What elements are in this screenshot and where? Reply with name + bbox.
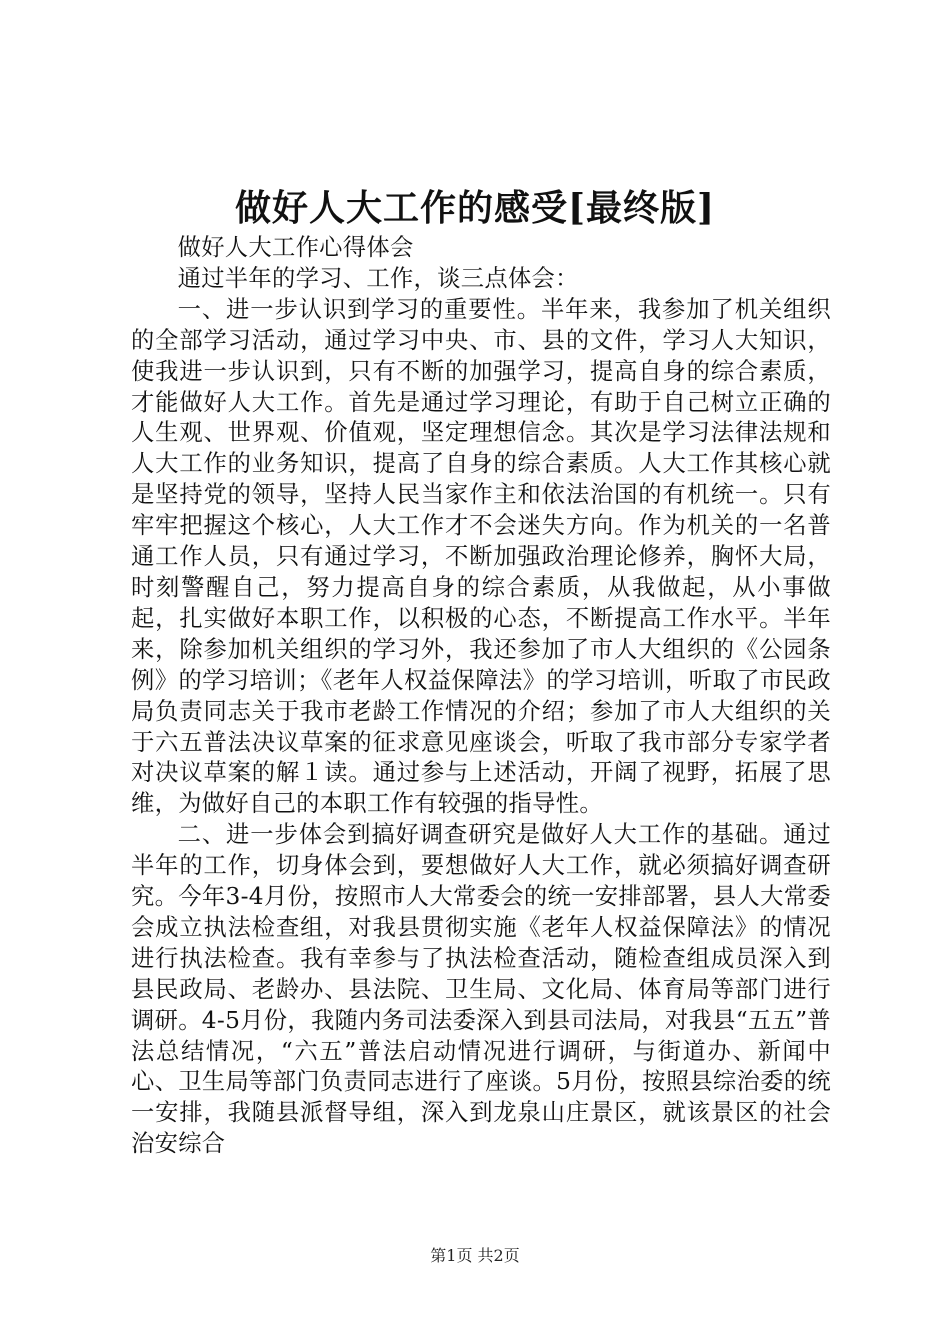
document-title: 做好人大工作的感受[最终版] [234,187,716,229]
paragraph-subtitle: 做好人大工作心得体会 [177,234,414,261]
paragraph-intro: 通过半年的学习、工作，谈三点体会： [177,264,579,292]
document-body [131,233,831,1160]
paragraph-point-two: 二、进一步体会到搞好调查研究是做好人大工作的基础。通过半年的工作，切身体会到，要想做好人大工作，就必须搞好调查研究。今年3-4月份，按照市人大常委会的统一安排部署，县人大常委会成立执法检查组，对我县贯彻实施《老年人权益保障法》的情况进行执法检查。我有幸参与了执法检查活动，随检查组成员深入到县民政局、老龄办、县法院、卫生局、文化局、体育局等部门进行调研。4-5月份，我随内务司法委深入到县司法局，对我县“五五”普法总结情况，“六五”普法启动情况进行调研，与街道办、新闻中心、卫生局等部门负责同志进行了座谈。5月份，按照县综治委的统一安排，我随县派督导组，深入到龙泉山庄景区，就该景区的社会治安综合 [131,821,831,1158]
page-number: 第1页 共2页 [430,1246,520,1265]
paragraph-point-one: 一、进一步认识到学习的重要性。半年来，我参加了机关组织的全部学习活动，通过学习中央、市、县的文件，学习人大知识，使我进一步认识到，只有不断的加强学习，提高自身的综合素质，才能做好人大工作。首先是通过学习理论，有助于自己树立正确的人生观、世界观、价值观，坚定理想信念。其次是学习法律法规和人大工作的业务知识，提高了自身的综合素质。人大工作其核心就是坚持党的领导，坚持人民当家作主和依法治国的有机统一。只有牢牢把握这个核心，人大工作才不会迷失方向。作为机关的一名普通工作人员，只有通过学习，不断加强政治理论修养，胸怀大局，时刻警醒自己，努力提高自身的综合素质，从我做起，从小事做起，扎实做好本职工作，以积极的心态，不断提高工作水平。半年来，除参加机关组织的学习外，我还参加了市人大组织的《公园条例》的学习培训；《老年人权益保障法》的学习培训，听取了市民政局负责同志关于我市老龄工作情况的介绍；参加了市人大组织的关于六五普法决议草案的征求意见座谈会，听取了我市部分专家学者对决议草案的解１读。通过参与上述活动，开阔了视野，拓展了思维，为做好自己的本职工作有较强的指导性。 [131,295,831,818]
